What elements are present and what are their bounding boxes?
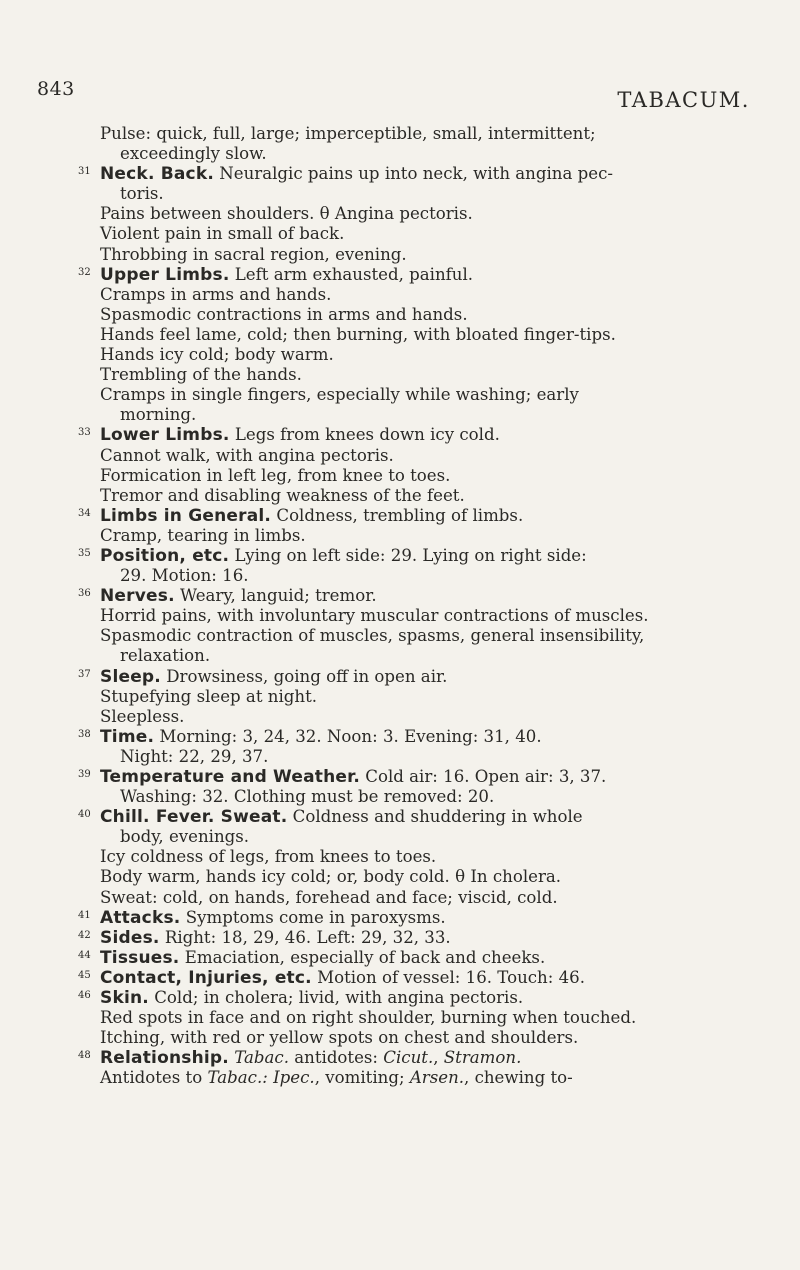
- text-line: [82, 446, 762, 466]
- text-line: [82, 526, 762, 546]
- section-number: 41: [78, 909, 91, 921]
- section-number: 34: [78, 507, 91, 519]
- continuation-line: [82, 747, 762, 767]
- section-number: 48: [78, 1050, 91, 1062]
- text-line: [82, 888, 762, 908]
- line-text: relaxation.: [120, 646, 211, 666]
- text-line: [82, 285, 762, 305]
- text-line: [82, 1028, 762, 1048]
- line-text: Lying on left side: 29. Lying on right side:: [229, 545, 587, 565]
- page-number: 843: [37, 78, 75, 100]
- line-text: Cold air: 16. Open air: 3, 37.: [359, 767, 607, 786]
- section-heading: Neck. Back.: [100, 164, 214, 185]
- line-text: Stupefying sleep at night.: [100, 686, 318, 706]
- continuation-line: [82, 566, 762, 586]
- continuation-line: [82, 827, 762, 847]
- section-line: [78, 988, 762, 1009]
- text-line: [82, 385, 762, 405]
- line-text: Throbbing in sacral region, evening.: [100, 244, 407, 264]
- line-text: Washing: 32. Clothing must be removed: 20.: [120, 787, 495, 807]
- text-fragment: antidotes:: [288, 1048, 384, 1068]
- line-text: Right: 18, 29, 46. Left: 29, 32, 33.: [159, 927, 451, 947]
- line-text: Horrid pains, with involuntary muscular contractions of muscles.: [100, 606, 649, 626]
- section-number: 36: [78, 588, 91, 600]
- page-header: [37, 78, 750, 112]
- section-heading: Nerves.: [100, 586, 175, 607]
- line-text: Drowsiness, going off in open air.: [160, 666, 448, 686]
- section-number: 37: [78, 668, 91, 680]
- section-heading: Relationship.: [100, 1048, 229, 1069]
- page-body: [78, 124, 762, 1089]
- line-text: Morning: 3, 24, 32. Noon: 3. Evening: 31, 40.: [154, 726, 542, 746]
- line-text: Cramp, tearing in limbs.: [100, 525, 306, 545]
- text-line: [82, 245, 762, 265]
- line-text: Cannot walk, with angina pectoris.: [100, 445, 394, 465]
- text-line: [82, 867, 762, 887]
- text-line: [82, 626, 762, 646]
- text-line: [82, 124, 762, 144]
- section-line: [78, 505, 762, 526]
- section-number: 38: [78, 728, 91, 740]
- continuation-line: [82, 787, 762, 807]
- line-text: Red spots in face and on right shoulder, burning when touched.: [100, 1008, 637, 1028]
- line-text: Night: 22, 29, 37.: [120, 746, 269, 766]
- section-number: 31: [78, 166, 91, 178]
- running-head: TABACUM.: [617, 88, 750, 112]
- text-fragment: , vomiting;: [314, 1068, 410, 1088]
- section-line: [78, 425, 762, 446]
- section-line: [78, 1048, 762, 1069]
- section-heading: Upper Limbs.: [100, 264, 230, 285]
- section-line: [78, 164, 762, 185]
- line-text: Coldness and shuddering in whole: [287, 807, 583, 827]
- line-text: Cramps in single fingers, especially while washing; early: [100, 385, 579, 405]
- line-text: Neuralgic pains up into neck, with angina pec-: [214, 164, 613, 184]
- section-line: [78, 545, 762, 566]
- text-line: [82, 365, 762, 385]
- text-line: [82, 325, 762, 345]
- text-line: [82, 204, 762, 224]
- line-text: Motion of vessel: 16. Touch: 46.: [311, 967, 585, 987]
- section-heading: Sides.: [100, 927, 160, 948]
- continuation-line: [82, 646, 762, 666]
- line-text: Sweat: cold, on hands, forehead and face; viscid, cold.: [100, 887, 558, 907]
- text-line: [82, 1008, 762, 1028]
- line-text: Violent pain in small of back.: [100, 224, 345, 244]
- section-line: [78, 767, 762, 787]
- section-line: [78, 927, 762, 948]
- continuation-line: [82, 144, 762, 164]
- line-text: morning.: [120, 405, 197, 425]
- section-number: 46: [78, 990, 91, 1002]
- section-heading: Position, etc.: [100, 545, 230, 566]
- line-text: Itching, with red or yellow spots on chest and shoulders.: [100, 1028, 579, 1048]
- section-heading: Chill. Fever. Sweat.: [100, 807, 288, 828]
- text-line: [82, 305, 762, 325]
- remedy-name: Ipec.: [273, 1068, 315, 1088]
- section-number: 35: [78, 547, 91, 559]
- section-heading: Tissues.: [100, 947, 180, 968]
- section-heading: Attacks.: [100, 907, 181, 928]
- remedy-name: Arsen.: [409, 1068, 465, 1088]
- line-text: Formication in left leg, from knee to toes.: [100, 465, 451, 485]
- line-text: Tremor and disabling weakness of the feet.: [100, 485, 465, 505]
- section-number: 45: [78, 969, 91, 981]
- line-text: Symptoms come in paroxysms.: [180, 907, 446, 927]
- remedy-name: Tabac.: [234, 1048, 289, 1068]
- section-heading: Limbs in General.: [100, 505, 272, 526]
- line-text: Spasmodic contraction of muscles, spasms, general insensibility,: [100, 626, 645, 646]
- section-number: 44: [78, 949, 91, 961]
- line-text: Trembling of the hands.: [100, 365, 302, 385]
- line-text: Cramps in arms and hands.: [100, 284, 332, 304]
- remedy-name: Stramon.: [443, 1048, 522, 1068]
- line-text: Hands feel lame, cold; then burning, with bloated finger-tips.: [100, 324, 616, 344]
- text-line: [82, 707, 762, 727]
- section-heading: Temperature and Weather.: [100, 767, 360, 787]
- text-line: [82, 1068, 762, 1088]
- line-text: Pains between shoulders. θ Angina pectoris.: [100, 204, 473, 224]
- line-text: Left arm exhausted, painful.: [229, 264, 474, 284]
- section-number: 40: [78, 809, 91, 821]
- line-text: Legs from knees down icy cold.: [229, 425, 500, 445]
- section-heading: Skin.: [100, 988, 149, 1009]
- section-line: [78, 907, 762, 928]
- section-line: [78, 586, 762, 607]
- line-text: body, evenings.: [120, 827, 250, 847]
- text-fragment: Antidotes to: [100, 1068, 208, 1088]
- text-line: [82, 486, 762, 506]
- text-fragment: , chewing to-: [464, 1068, 573, 1088]
- line-text: Pulse: quick, full, large; imperceptible, small, intermittent;: [100, 124, 596, 143]
- line-text: 29. Motion: 16.: [120, 566, 249, 586]
- line-text: Sleepless.: [100, 706, 185, 726]
- section-number: 32: [78, 266, 91, 278]
- section-line: [78, 947, 762, 968]
- remedy-name: Tabac.:: [207, 1068, 268, 1088]
- section-line: [78, 726, 762, 747]
- text-line: [82, 606, 762, 626]
- text-line: [82, 345, 762, 365]
- line-text: Body warm, hands icy cold; or, body cold. θ In cholera.: [100, 867, 562, 887]
- line-text: Icy coldness of legs, from knees to toes.: [100, 847, 437, 867]
- section-number: 39: [78, 769, 91, 780]
- line-text: toris.: [120, 184, 164, 204]
- line-text: Cold; in cholera; livid, with angina pectoris.: [148, 988, 524, 1008]
- section-line: [78, 666, 762, 687]
- section-line: [78, 264, 762, 285]
- continuation-line: [82, 405, 762, 425]
- line-text: Spasmodic contractions in arms and hands.: [100, 304, 468, 324]
- remedy-name: Cicut.: [383, 1048, 434, 1068]
- line-text: Hands icy cold; body warm.: [100, 345, 334, 365]
- section-heading: Lower Limbs.: [100, 425, 230, 446]
- line-text: Emaciation, especially of back and cheeks.: [179, 947, 546, 967]
- section-heading: Time.: [100, 726, 155, 747]
- line-text: exceedingly slow.: [120, 144, 267, 164]
- section-heading: Contact, Injuries, etc.: [100, 967, 312, 988]
- continuation-line: [82, 184, 762, 204]
- section-line: [78, 807, 762, 828]
- text-fragment: ,: [433, 1048, 444, 1068]
- text-line: [82, 847, 762, 867]
- section-heading: Sleep.: [100, 666, 161, 687]
- section-number: 33: [78, 427, 91, 439]
- section-number: 42: [78, 929, 91, 941]
- text-line: [82, 224, 762, 244]
- section-line: [78, 967, 762, 988]
- text-line: [82, 687, 762, 707]
- line-text: Coldness, trembling of limbs.: [271, 505, 524, 525]
- text-line: [82, 466, 762, 486]
- line-text: Weary, languid; tremor.: [174, 586, 377, 606]
